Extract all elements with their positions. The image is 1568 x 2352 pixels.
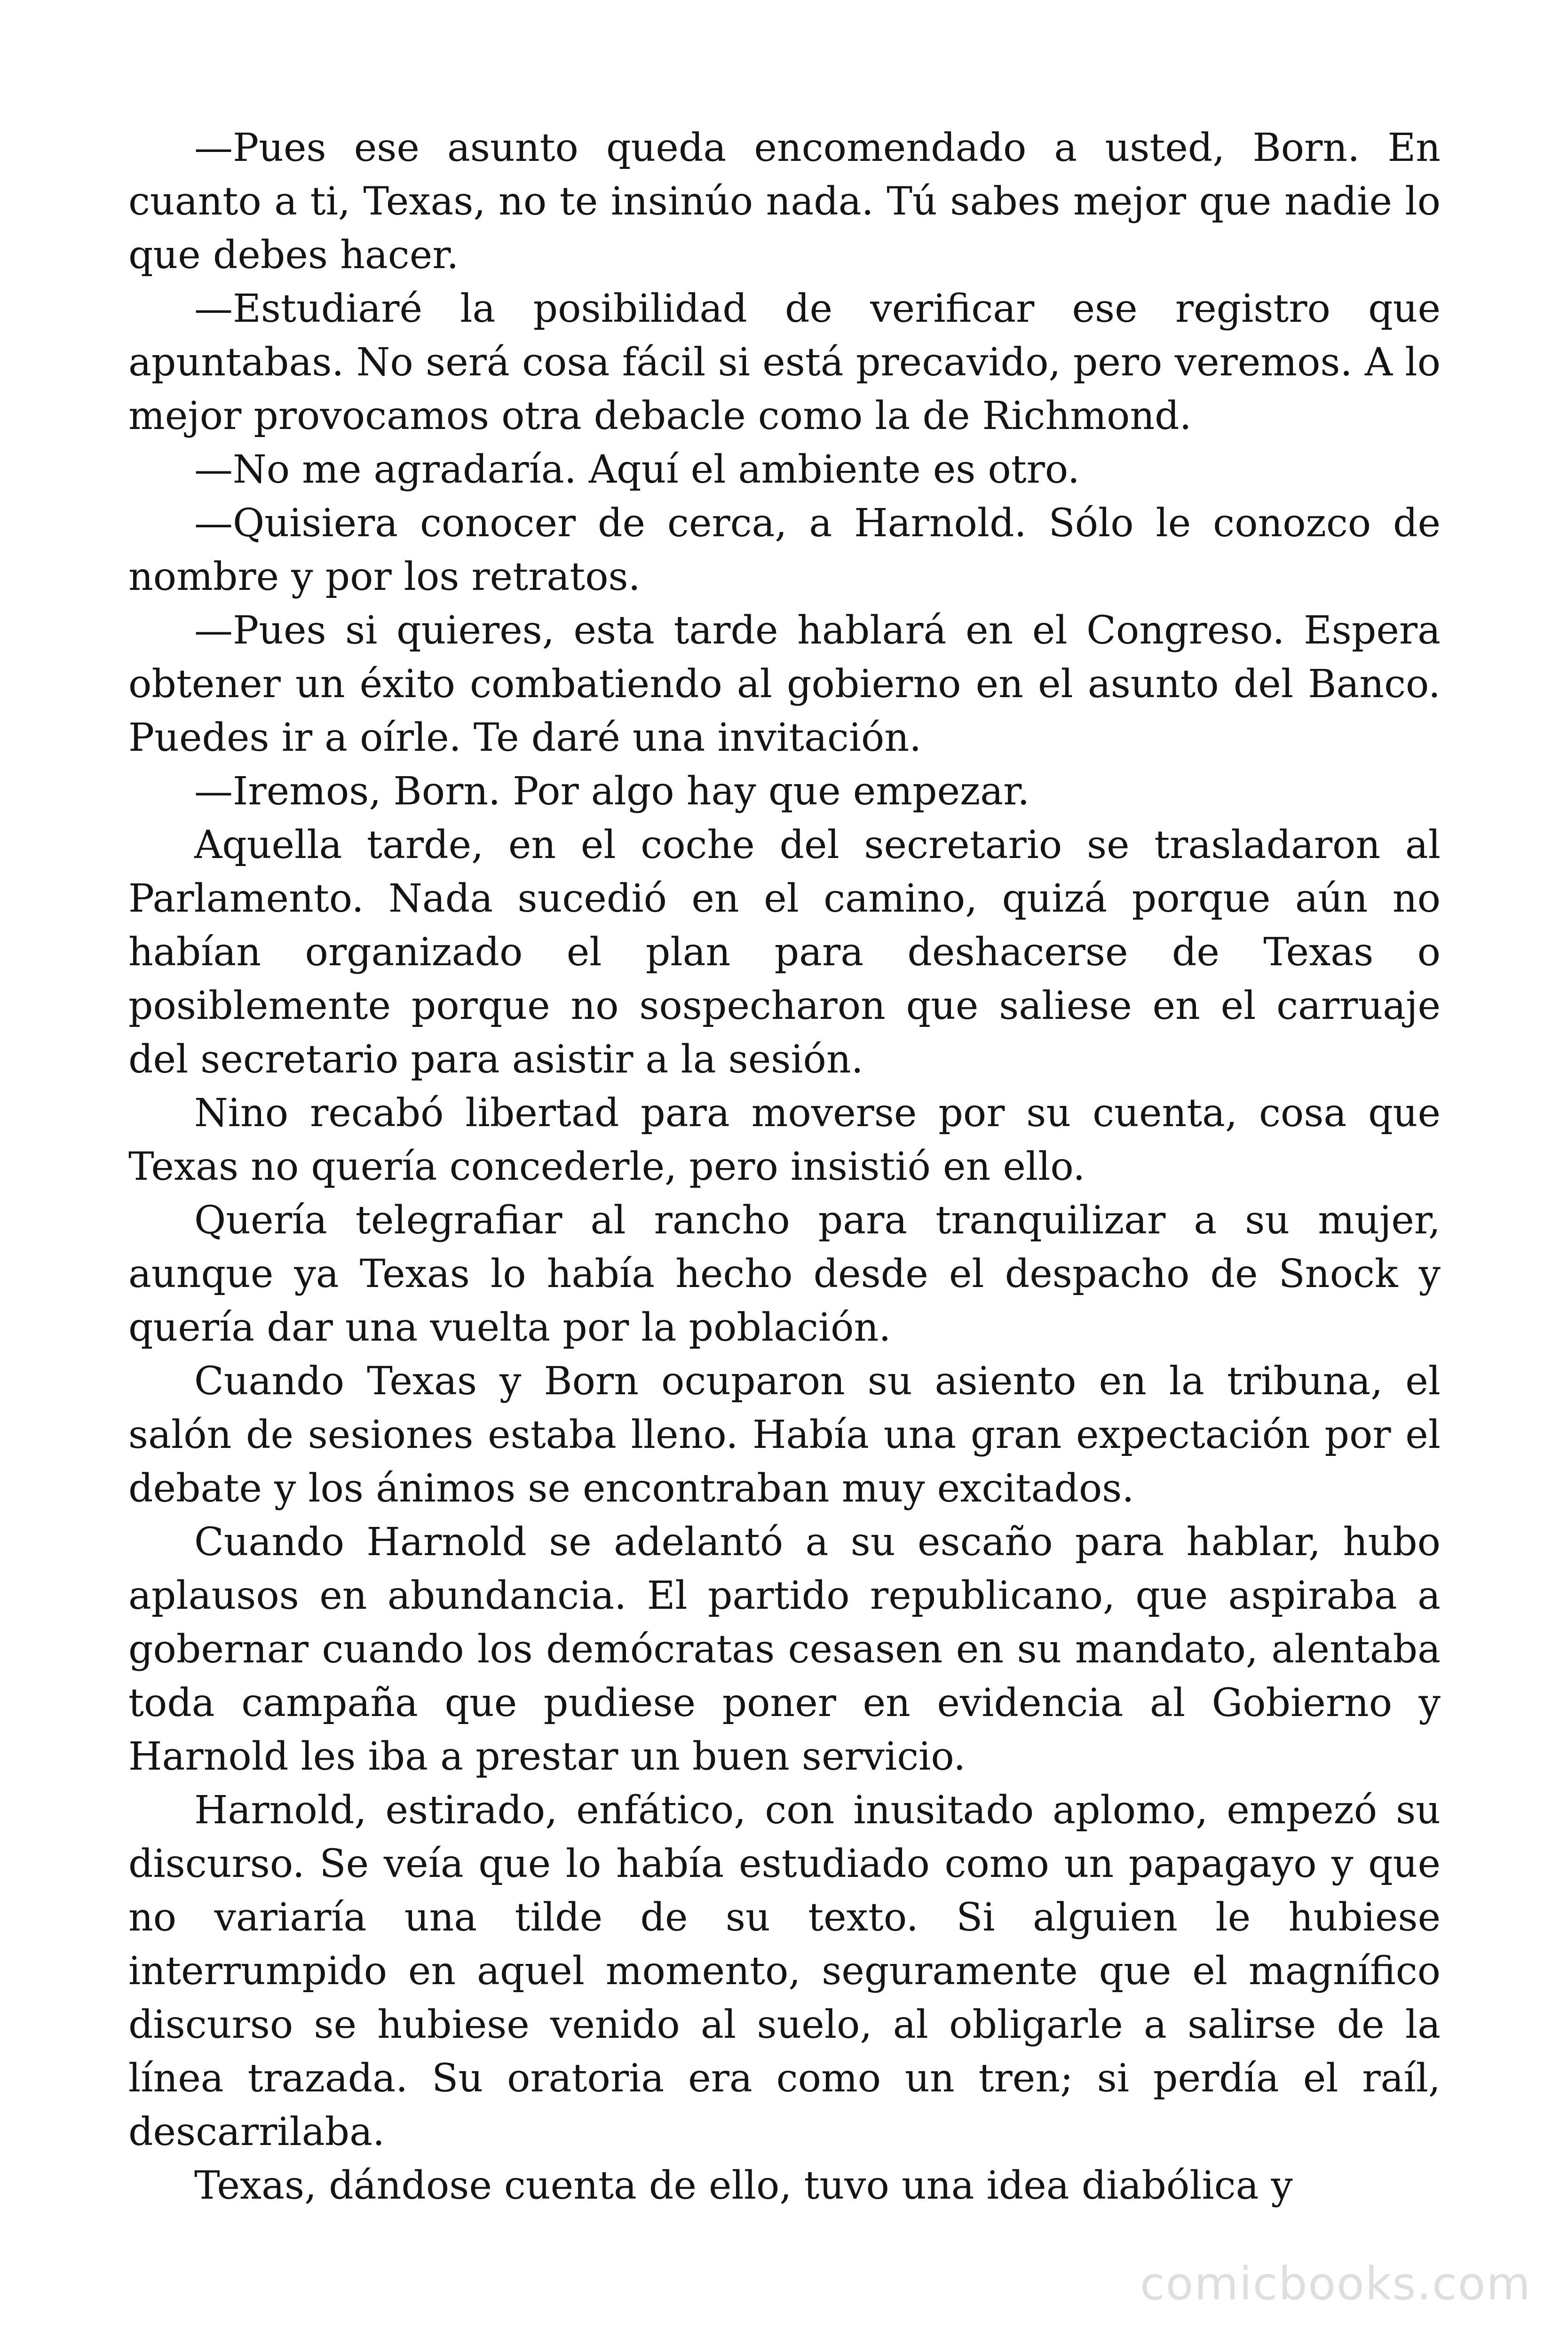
paragraph-2: —Estudiaré la posibilidad de verificar ese registro que apuntabas. No será cosa fácil si está precavido, pero veremos. A lo mejor provocamos otra debacle como la de Richmond. [128,286,1441,438]
page-body [128,121,1441,2213]
paragraph-7: Aquella tarde, en el coche del secretario se trasladaron al Parlamento. Nada sucedió en el camino, quizá porque aún no habían organizado el plan para deshacerse de Texas o posiblemente porque no sospecharon que saliese en el carruaje del secretario para asistir a la sesión. [128,823,1441,1082]
paragraph-4: —Quisiera conocer de cerca, a Harnold. Sólo le conozco de nombre y por los retratos. [128,501,1441,599]
paragraph-6: —Iremos, Born. Por algo hay que empezar. [194,769,1030,814]
paragraph-10: Cuando Texas y Born ocuparon su asiento en la tribuna, el salón de sesiones estaba lleno. Había una gran expectación por el debate y los ánimos se encontraban muy excitados. [128,1359,1441,1511]
paragraph-9: Quería telegrafiar al rancho para tranquilizar a su mujer, aunque ya Texas lo había hecho desde el despacho de Snock y quería dar una vuelta por la población. [128,1198,1441,1350]
watermark: comicbooks.com [1140,2257,1531,2310]
paragraph-11: Cuando Harnold se adelantó a su escaño para hablar, hubo aplausos en abundancia. El partido republicano, que aspiraba a gobernar cuando los demócratas cesasen en su mandato, alentaba toda campaña que pudiese poner en evidencia al Gobierno y Harnold les iba a prestar un buen servicio. [128,1520,1441,1779]
paragraph-12: Harnold, estirado, enfático, con inusitado aplomo, empezó su discurso. Se veía que lo había estudiado como un papagayo y que no variaría una tilde de su texto. Si alguien le hubiese interrumpido en aquel momento, seguramente que el magnífico discurso se hubiese venido al suelo, al obligarle a salirse de la línea trazada. Su oratoria era como un tren; si perdía el raíl, descarrilaba. [128,1788,1441,2154]
paragraph-3: —No me agradaría. Aquí el ambiente es otro. [194,447,1080,492]
paragraph-5: —Pues si quieres, esta tarde hablará en el Congreso. Espera obtener un éxito combatiendo al gobierno en el asunto del Banco. Puedes ir a oírle. Te daré una invitación. [128,608,1441,760]
paragraph-13: Texas, dándose cuenta de ello, tuvo una idea diabólica y [194,2163,1293,2208]
paragraph-1: —Pues ese asunto queda encomendado a usted, Born. En cuanto a ti, Texas, no te insinúo nada. Tú sabes mejor que nadie lo que debes hacer. [128,126,1441,278]
paragraph-8: Nino recabó libertad para moverse por su cuenta, cosa que Texas no quería concederle, pero insistió en ello. [128,1091,1441,1189]
